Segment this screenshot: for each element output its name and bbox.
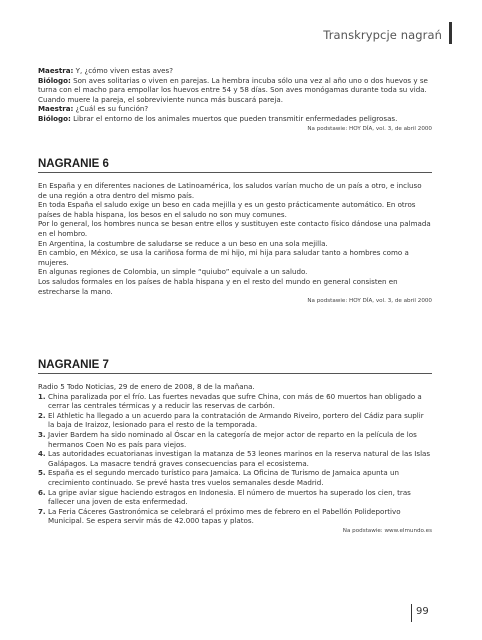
dialogue-line [38, 104, 432, 114]
paragraph: En Argentina, la costumbre de saludarse se reduce a un beso en una sola mejilla. [38, 238, 328, 248]
dialogue-text: ¿Cuál es su función? [73, 104, 149, 114]
speaker-label: Biólogo: [38, 75, 71, 85]
paragraph: En España y en diferentes naciones de Latinoamérica, los saludos varían mucho de un país a otro, e incluso de una región a otra dentro del mismo país. [38, 181, 422, 200]
item-number: 7. [38, 506, 46, 516]
news-item [38, 468, 432, 487]
news-list [38, 392, 432, 526]
item-text: China paralizada por el frío. Las fuertes nevadas que sufre China, con más de 60 muertos han obligado a cerrar las centrales térmicas y a reducir las reservas de carbón. [48, 391, 422, 411]
paragraph: Por lo general, los hombres nunca se besan entre ellos y sustituyen este contacto físico dándose una palmada en el hombro. [38, 219, 431, 238]
nagranie-6-section [38, 158, 432, 305]
intro-line: Radio 5 Todo Noticias, 29 de enero de 2008, 8 de la mañana. [38, 382, 255, 391]
nagranie-7-section [38, 359, 432, 535]
dialogue-text: Librar el entorno de los animales muertos que pueden transmitir enfermedades peligrosas. [70, 113, 398, 123]
item-number: 5. [38, 468, 46, 478]
item-text: El Athletic ha llegado a un acuerdo para la contratación de Armando Riveiro, portero del Cádiz para suplir la baja de Iraizoz, lesionado para el resto de la temporada. [48, 410, 424, 430]
item-number: 4. [38, 449, 46, 459]
speaker-label: Maestra: [38, 104, 74, 114]
item-number: 3. [38, 429, 46, 439]
paragraph: Los saludos formales en los países de habla hispana y en el resto del mundo en general consisten en estrecharse la mano. [38, 276, 398, 296]
dialogue-line [38, 76, 432, 105]
paragraph: En algunas regiones de Colombia, un simple “quiubo” equivale a un saludo. [38, 267, 308, 277]
item-number: 6. [38, 487, 46, 497]
news-item [38, 507, 432, 526]
item-number: 2. [38, 410, 46, 420]
speaker-label: Biólogo: [38, 113, 71, 123]
page-number-bar [411, 604, 412, 622]
item-text: Las autoridades ecuatorianas investigan la matanza de 53 leones marinos en la reserva natural de las Islas Galápagos. La masacre tendrá graves consecuencias para el ecosistema. [48, 449, 431, 468]
dialogue-text: Son aves solitarias o viven en parejas. La hembra incuba sólo una vez al año uno o dos huevos y se turna con el macho para empollar los huevos entre 54 y 58 días. Son aves monógamas durante toda su vida. Cuando muere la pareja, el sobreviviente nunca más buscará pareja. [38, 75, 428, 104]
page-number: 99 [416, 606, 429, 617]
item-text: La gripe aviar sigue haciendo estragos en Indonesia. El número de muertos ha superado los cien, tras fallecer una joven de esta enfermedad. [48, 487, 411, 507]
dialogue-section [38, 66, 432, 133]
paragraph: En cambio, en México, se usa la cariñosa forma de mi hijo, mi hija para saludar tanto a hombres como a mujeres. [38, 248, 409, 267]
news-item [38, 488, 432, 507]
item-number: 1. [38, 391, 46, 401]
dialogue-text: Y, ¿cómo viven estas aves? [73, 66, 174, 75]
section-heading: NAGRANIE 6 [38, 158, 432, 173]
source-note: Na podstawie: HOY DÍA, vol. 3, de abril 2000 [307, 125, 432, 132]
item-text: España es el segundo mercado turístico para Jamaica. La Oficina de Turismo de Jamaica apunta un crecimiento continuado. Se prevé hasta tres vuelos semanales desde Madrid. [48, 468, 400, 487]
news-item [38, 392, 432, 411]
item-text: Javier Bardem ha sido nominado al Óscar en la categoría de mejor actor de reparto en la película de los hermanos Coen No es país para viejos. [48, 429, 417, 449]
news-item [38, 430, 432, 449]
running-header: Transkrypcje nagrań [323, 28, 442, 42]
news-item [38, 411, 432, 430]
dialogue-line [38, 66, 432, 76]
news-item [38, 449, 432, 468]
source-note: Na podstawie: www.elmundo.es [342, 527, 432, 534]
dialogue-line [38, 114, 432, 124]
section-heading: NAGRANIE 7 [38, 359, 432, 374]
paragraph: En toda España el saludo exige un beso en cada mejilla y es un gesto prácticamente automático. En otros países de habla hispana, los besos en el saludo no son muy comunes. [38, 200, 416, 219]
header-bar [449, 22, 452, 44]
item-text: La Feria Cáceres Gastronómica se celebrará el próximo mes de febrero en el Pabellón Polideportivo Municipal. Se espera servir más de 42.000 tapas y platos. [48, 506, 401, 526]
speaker-label: Maestra: [38, 66, 74, 75]
source-note: Na podstawie: HOY DÍA, vol. 3, de abril 2000 [307, 298, 432, 305]
